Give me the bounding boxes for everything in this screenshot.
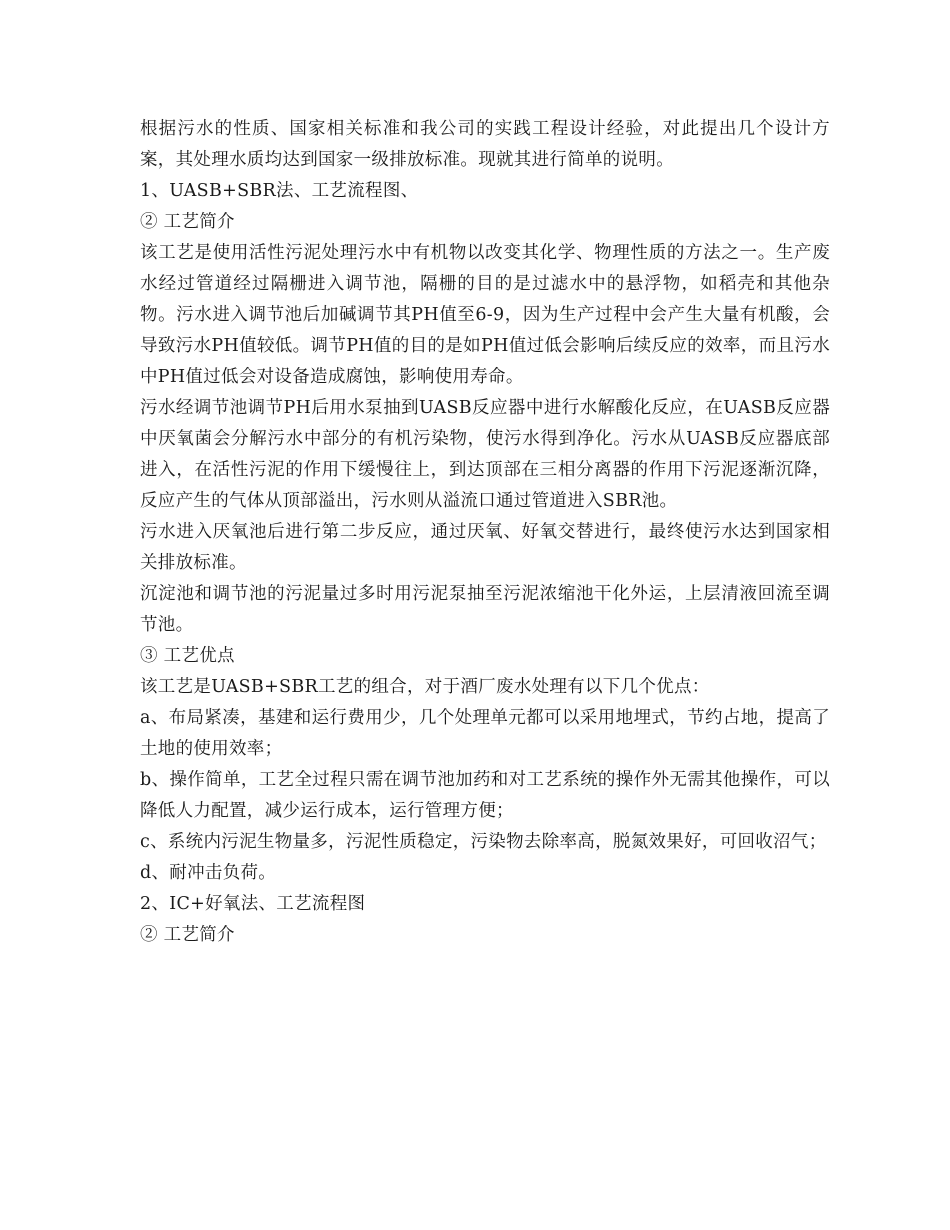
paragraph-sludge-handling: 沉淀池和调节池的污泥量过多时用污泥泵抽至污泥浓缩池干化外运，上层清液回流至调节池。 [140, 584, 830, 635]
document-body [140, 114, 830, 951]
list-item-advantage-d: d、耐冲击负荷。 [140, 863, 277, 883]
subheading-process-intro-2: ② 工艺简介 [140, 925, 235, 945]
list-item-advantage-c: c、系统内污泥生物量多，污泥性质稳定，污染物去除率高，脱氮效果好，可回收沼气； [140, 832, 827, 852]
paragraph-uasb-reaction: 污水经调节池调节PH后用水泵抽到UASB反应器中进行水解酸化反应，在UASB反应器中厌氧菌会分解污水中部分的有机污染物，使污水得到净化。污水从UASB反应器底部进入，在活性污泥的作用下缓慢往上，到达顶部在三相分离器的作用下污泥逐渐沉降，反应产生的气体从顶部溢出，污水则从溢流口通过管道进入SBR池。 [140, 398, 830, 511]
list-item-advantage-a: a、布局紧凑，基建和运行费用少，几个处理单元都可以采用地埋式，节约占地，提高了土地的使用效率； [140, 708, 830, 759]
paragraph-process-description: 该工艺是使用活性污泥处理污水中有机物以改变其化学、物理性质的方法之一。生产废水经过管道经过隔栅进入调节池，隔栅的目的是过滤水中的悬浮物，如稻壳和其他杂物。污水进入调节池后加碱调节其PH值至6-9，因为生产过程中会产生大量有机酸，会导致污水PH值较低。调节PH值的目的是如PH值过低会影响后续反应的效率，而且污水中PH值过低会对设备造成腐蚀，影响使用寿命。 [140, 243, 830, 387]
subheading-process-advantages: ③ 工艺优点 [140, 646, 235, 666]
paragraph-intro: 根据污水的性质、国家相关标准和我公司的实践工程设计经验，对此提出几个设计方案，其处理水质均达到国家一级排放标准。现就其进行简单的说明。 [140, 119, 830, 170]
subheading-process-intro: ② 工艺简介 [140, 212, 235, 232]
heading-method-2: 2、IC+好氧法、工艺流程图 [140, 894, 366, 914]
paragraph-advantages-intro: 该工艺是UASB+SBR工艺的组合，对于酒厂废水处理有以下几个优点： [140, 677, 710, 697]
list-item-advantage-b: b、操作简单，工艺全过程只需在调节池加药和对工艺系统的操作外无需其他操作，可以降低人力配置，减少运行成本，运行管理方便； [140, 770, 830, 821]
heading-method-1: 1、UASB+SBR法、工艺流程图、 [140, 181, 419, 201]
paragraph-sbr-reaction: 污水进入厌氧池后进行第二步反应，通过厌氧、好氧交替进行，最终使污水达到国家相关排放标准。 [140, 522, 830, 573]
